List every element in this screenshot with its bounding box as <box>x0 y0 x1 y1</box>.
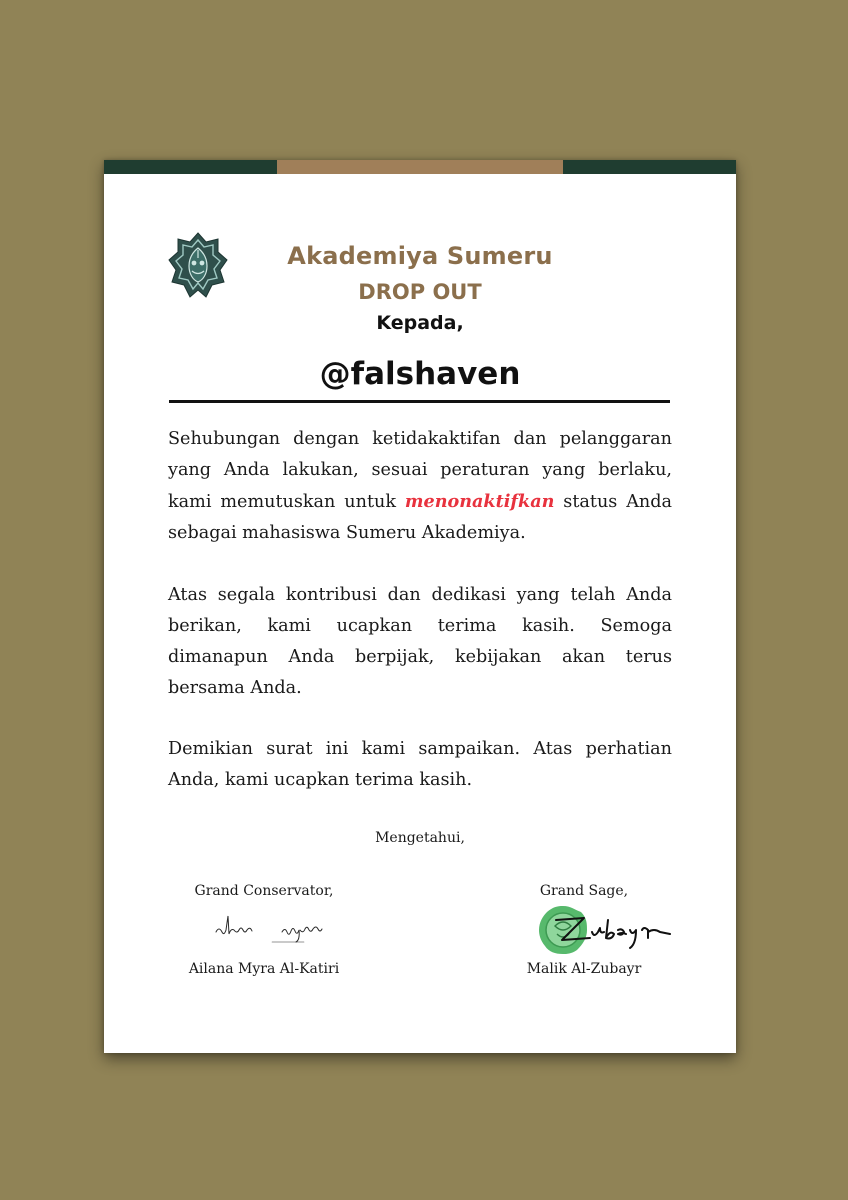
left-role-title: Grand Conservator, <box>194 883 334 899</box>
recipient-underline <box>169 400 670 403</box>
document-title: DROP OUT <box>358 280 482 304</box>
left-signatory-name: Ailana Myra Al-Katiri <box>188 961 340 977</box>
top-band-accent <box>277 160 563 174</box>
recipient-handle: @falshaven <box>319 356 521 392</box>
emphasis-word: menonaktifkan <box>404 491 555 512</box>
left-signature <box>212 912 344 946</box>
paragraph-1-text-b: status Anda sebagai mahasiswa Sumeru Akademiya. <box>168 492 672 543</box>
greeting-label: Kepada, <box>376 312 464 334</box>
akademiya-emblem-icon <box>168 230 228 306</box>
institution-name: Akademiya Sumeru <box>287 242 553 270</box>
letter-paper <box>104 160 736 1053</box>
paragraph-1 <box>168 424 672 549</box>
right-role-title: Grand Sage, <box>539 883 629 899</box>
paragraph-1-text-a: Sehubungan dengan ketidakaktifan dan pelanggaran yang Anda lakukan, sesuai peraturan yang berlaku, kami memutuskan untuk <box>168 429 672 512</box>
paragraph-3: Demikian surat ini kami sampaikan. Atas perhatian Anda, kami ucapkan terima kasih. <box>168 739 672 790</box>
acknowledged-label: Mengetahui, <box>375 830 465 846</box>
right-signature <box>550 910 674 950</box>
paragraph-2: Atas segala kontribusi dan dedikasi yang telah Anda berikan, kami ucapkan terima kasih. Semoga dimanapun Anda berpijak, kebijakan akan terus bersama Anda. <box>168 585 672 698</box>
right-signatory-name: Malik Al-Zubayr <box>526 961 642 977</box>
